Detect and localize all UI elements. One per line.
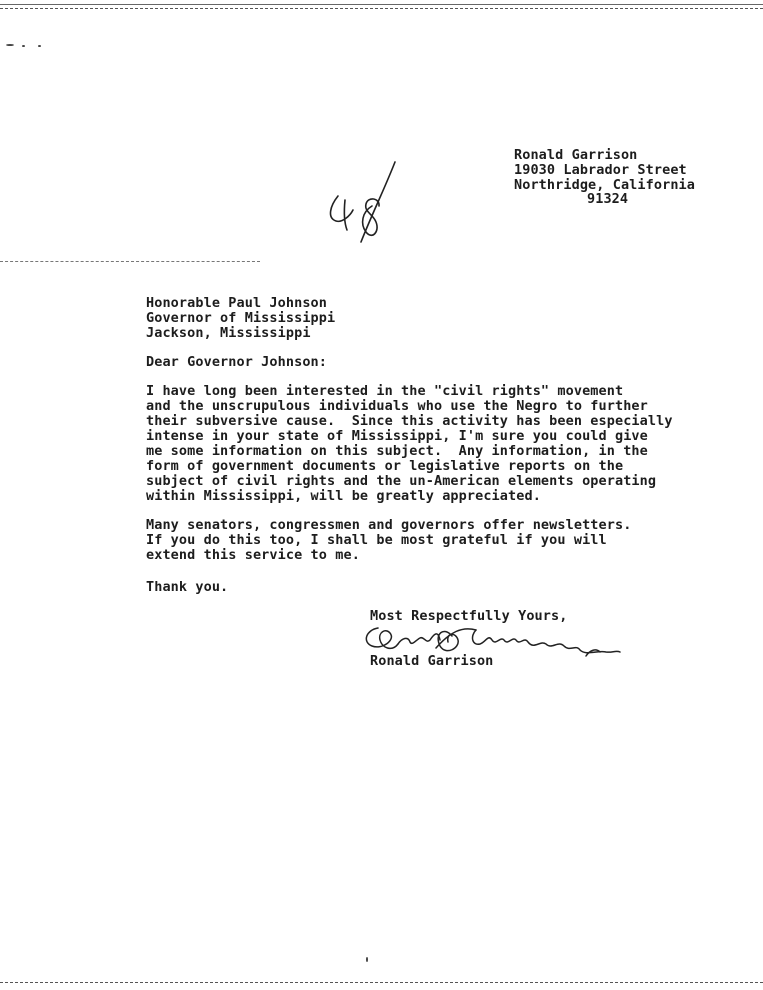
paragraph-1-line: within Mississippi, will be greatly appreciated. <box>146 488 541 504</box>
signature-strokes <box>366 628 620 656</box>
paragraph-2-line: If you do this too, I shall be most grateful if you will <box>146 532 607 548</box>
paragraph-1-line: and the unscrupulous individuals who use the Negro to further <box>146 398 648 414</box>
recipient-line-1: Honorable Paul Johnson <box>146 295 328 311</box>
paragraph-1-line: subject of civil rights and the un-American elements operating <box>146 473 657 489</box>
sender-zip: 91324 <box>587 191 629 207</box>
paragraph-1-line: me some information on this subject. Any information, in the <box>146 443 648 459</box>
sender-city: Northridge, California <box>514 177 696 193</box>
paragraph-2-line: extend this service to me. <box>146 547 360 563</box>
closing: Most Respectfully Yours, <box>370 608 568 624</box>
recipient-line-2: Governor of Mississippi <box>146 310 336 326</box>
salutation: Dear Governor Johnson: <box>146 354 328 370</box>
paragraph-2-line: Many senators, congressmen and governors offer newsletters. <box>146 517 632 533</box>
paragraph-1-line: form of government documents or legislative reports on the <box>146 458 624 474</box>
recipient-line-3: Jackson, Mississippi <box>146 325 311 341</box>
sender-name: Ronald Garrison <box>514 147 638 163</box>
sender-street: 19030 Labrador Street <box>514 162 687 178</box>
signature-typed-name: Ronald Garrison <box>370 653 494 669</box>
paragraph-1-line: intense in your state of Mississippi, I'm sure you could give <box>146 428 648 444</box>
thanks-line: Thank you. <box>146 579 229 595</box>
paragraph-1-line: I have long been interested in the "civil rights" movement <box>146 383 624 399</box>
paragraph-1-line: their subversive cause. Since this activity has been especially <box>146 413 673 429</box>
